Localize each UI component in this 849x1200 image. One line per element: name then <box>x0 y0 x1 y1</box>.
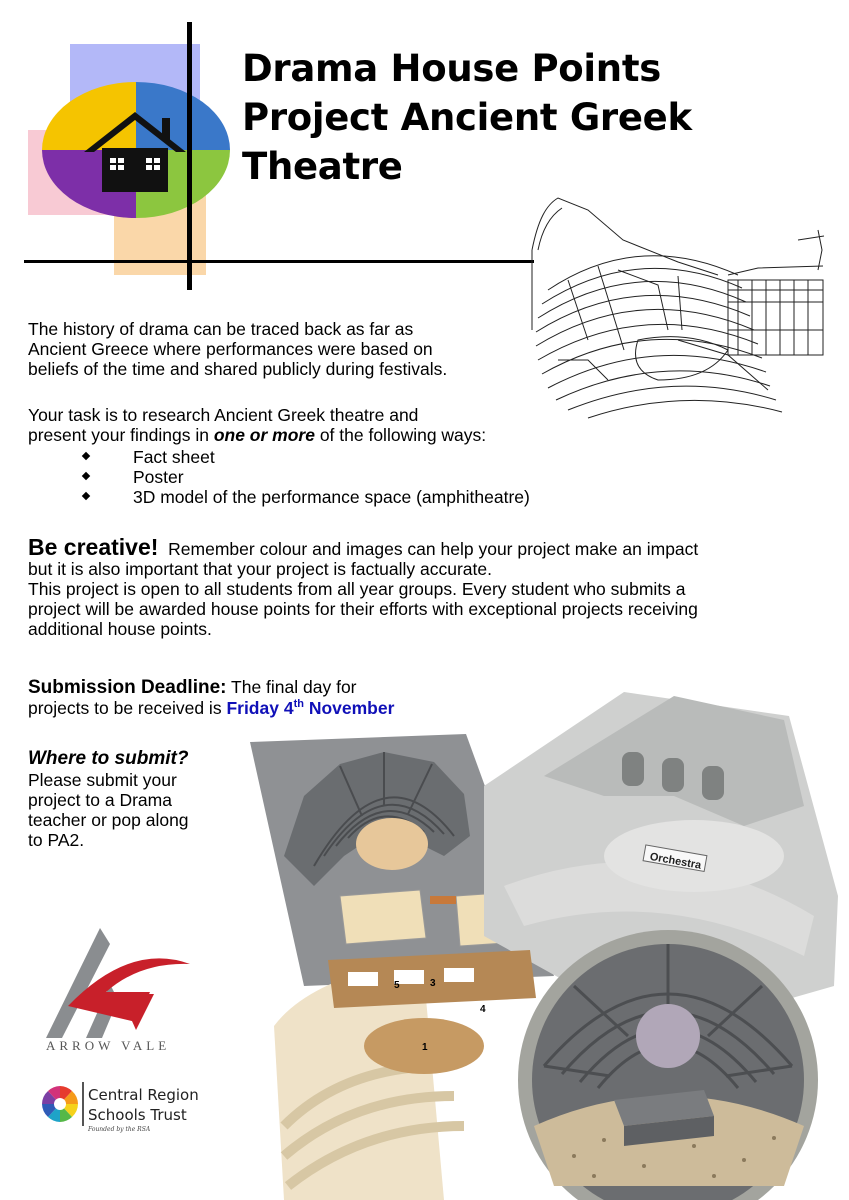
model-number: 1 <box>422 1042 428 1053</box>
list-item: Fact sheet <box>83 447 603 467</box>
school-name: ARROW VALE <box>46 1038 171 1053</box>
format-list <box>83 447 603 507</box>
list-item: Poster <box>83 467 603 487</box>
vertical-rule <box>187 22 192 290</box>
submit-heading: Where to submit? <box>28 748 189 769</box>
trust-tagline: Founded by the RSA <box>88 1126 151 1133</box>
creative-line: Be creative! Remember colour and images can help your project make an impact <box>28 534 699 560</box>
intro-line: Ancient Greece where performances were based on <box>28 339 433 359</box>
title-line-2: Project Ancient Greek <box>242 96 692 139</box>
theatre-line-drawing <box>528 190 828 430</box>
orchestra-label: Orchestra <box>648 850 703 872</box>
bullet-diamond-icon <box>82 452 90 460</box>
submit-line: Please submit your <box>28 770 177 790</box>
creative-line: project will be awarded house points for their efforts with exceptional projects receiving <box>28 599 698 619</box>
model-number: 4 <box>480 1004 486 1015</box>
page-title <box>242 44 832 191</box>
task-line: Your task is to research Ancient Greek theatre and <box>28 405 419 425</box>
task-paragraph <box>28 405 588 445</box>
emphasis-text: one or more <box>213 425 315 445</box>
creative-heading: Be creative! <box>28 534 159 560</box>
horizontal-rule <box>24 260 534 263</box>
trust-name-line: Central Region <box>88 1086 199 1104</box>
model-number: 5 <box>394 980 400 991</box>
submit-line: project to a Drama <box>28 790 172 810</box>
trust-name-line: Schools Trust <box>88 1106 187 1124</box>
submit-line: to PA2. <box>28 830 85 850</box>
bullet-diamond-icon <box>82 492 90 500</box>
task-line: present your findings in one or more of the following ways: <box>28 425 487 445</box>
pinwheel-icon <box>40 1084 80 1124</box>
deadline-label: Submission Deadline: <box>28 677 227 698</box>
deadline-line: Submission Deadline: The final day for <box>28 677 357 698</box>
house-points-logo <box>24 40 234 280</box>
intro-line: The history of drama can be traced back as far as <box>28 319 414 339</box>
model-number: 3 <box>430 978 436 989</box>
creative-line: but it is also important that your project is factually accurate. <box>28 559 492 579</box>
trust-name <box>88 1085 199 1125</box>
creative-paragraph <box>28 534 828 639</box>
title-line-1: Drama House Points <box>242 47 661 90</box>
submit-paragraph <box>28 748 248 850</box>
deadline-date: Friday 4th November <box>226 698 395 718</box>
list-item: 3D model of the performance space (amphitheatre) <box>83 487 603 507</box>
deadline-line: projects to be received is Friday 4th November <box>28 698 395 718</box>
arrow-vale-logo <box>40 922 200 1054</box>
bullet-diamond-icon <box>82 472 90 480</box>
submit-line: teacher or pop along <box>28 810 189 830</box>
intro-line: beliefs of the time and shared publicly during festivals. <box>28 359 448 379</box>
title-line-3: Theatre <box>242 145 403 188</box>
creative-line: This project is open to all students from all year groups. Every student who submits a <box>28 579 686 599</box>
intro-paragraph <box>28 319 528 379</box>
creative-line: additional house points. <box>28 619 212 639</box>
trust-logo-divider <box>82 1082 84 1126</box>
theatre-models-photo <box>244 686 844 1200</box>
